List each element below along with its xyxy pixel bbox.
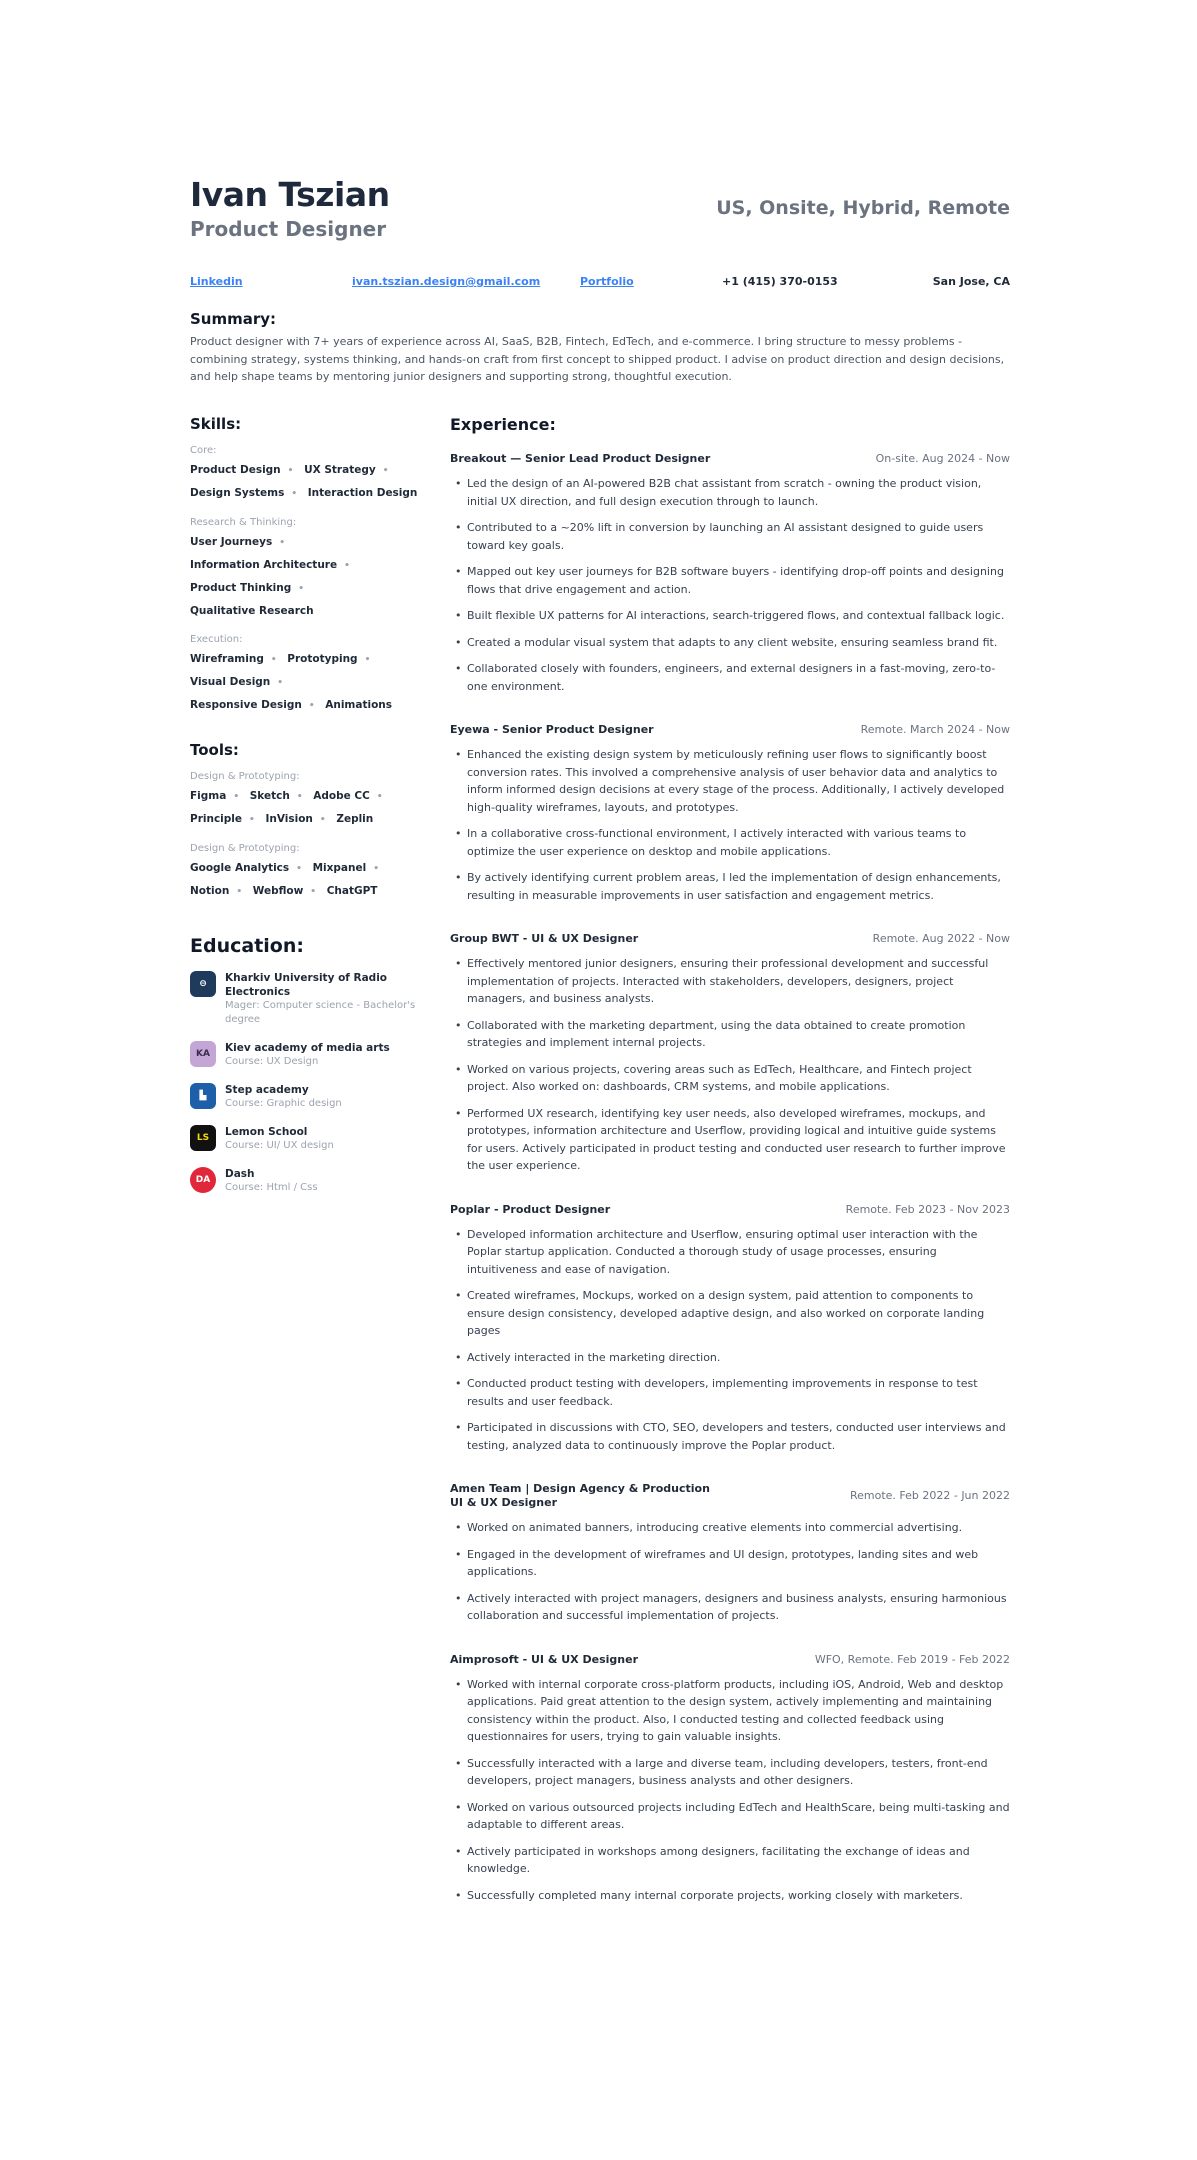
education-text [225,1083,342,1111]
tools-chip [250,785,310,808]
job-title: Eyewa - Senior Product Designer [450,723,654,736]
tools-chip-label: Sketch [249,790,290,802]
tools-groups [190,771,425,903]
skills-chip [325,694,392,716]
dot-separator-icon: • [296,864,302,874]
education-item [190,1083,425,1111]
job-bullet: • Participated in discussions with CTO, SEO, developers and testers, conducted user interviews and testing, analyzed data to continuously improve the Poplar product. [450,1419,1010,1454]
job-entry [450,452,1010,695]
phone-number: +1 (415) 370-0153 [722,275,838,288]
dot-separator-icon: • [236,887,243,897]
summary-text: Product designer with 7+ years of experience across AI, SaaS, B2B, Fintech, EdTech, and e-commerce. I bring structure to messy problems - combining strategy, systems thinking, and hands-on craft from first concept to shipped product. I advise on product direction and design decisions, and help shape teams by mentoring junior designers and supporting strong, thoughtful execution. [190,335,1005,383]
job-title-wrap [450,1482,710,1510]
skills-chips [190,459,425,505]
work-location: US, Onsite, Hybrid, Remote [716,197,1010,219]
email-link[interactable]: ivan.tszian.design@gmail.com [352,275,541,288]
skills-chips [190,648,425,717]
job-header [450,1482,1010,1510]
job-title-wrap [450,1653,638,1667]
dot-separator-icon: • [287,466,294,476]
tools-chips [190,857,425,903]
school-logo-icon: DA [190,1167,216,1193]
city: San Jose, CA [932,275,1010,288]
job-bullet: • Led the design of an AI-powered B2B chat assistant from scratch - owning the product vision, initial UX direction, and full design execution through to launch. [450,475,1010,510]
job-title-wrap [450,723,654,737]
job-bullet: • Collaborated with the marketing department, using the data obtained to create promotion strategies and implement internal projects. [450,1017,1010,1052]
job-meta: WFO, Remote. Feb 2019 - Feb 2022 [814,1652,1010,1666]
job-bullet: • Actively participated in workshops among designers, facilitating the exchange of ideas and knowledge. [450,1843,1010,1878]
dot-separator-icon: • [249,815,255,825]
skills-chip [190,459,300,482]
skills-chip [190,671,290,694]
skills-group-label: Core: [190,445,217,456]
job-header [450,452,1010,466]
job-meta: On-site. Aug 2024 - Now [875,452,1010,465]
dot-separator-icon: • [270,655,277,665]
skills-chips [190,531,425,622]
job-entry [450,1203,1010,1455]
dot-separator-icon: • [277,678,284,688]
job-bullet: • Conducted product testing with developers, implementing improvements in response to test results and user feedback. [450,1375,1010,1410]
school-course: Course: UX Design [225,1056,319,1067]
job-bullet: • In a collaborative cross-functional environment, I actively interacted with various teams to optimize the user experience on desktop and mobile applications. [450,825,1010,860]
skills-chip [308,482,418,504]
education-item [190,1167,425,1195]
skills-chip [190,648,284,671]
education-text [225,971,425,1027]
tools-chip [327,880,378,902]
job-title: Aimprosoft - UI & UX Designer [450,1652,638,1666]
job-bullet: • Worked with internal corporate cross-platform products, including iOS, Android, Web and desktop applications. Paid great attention to the design system, actively implementing and maintaining consistency within the product. Also, I conducted testing and collected feedback using questionnaires for users, trying to gain valuable insights. [450,1676,1010,1746]
job-bullet: • Created wireframes, Mockups, worked on a design system, paid attention to components to ensure design consistency, developed adaptive design, and also worked on corporate landing pages [450,1287,1010,1340]
school-course: Course: Html / Css [225,1182,318,1193]
job-header [450,1653,1010,1667]
dot-separator-icon: • [376,792,383,802]
skills-chip-label: Information Architecture [190,559,338,571]
skills-group-label: Execution: [190,634,243,645]
job-subtitle: UI & UX Designer [450,1496,558,1509]
school-course: Mager: Computer science - Bachelor's degree [225,1000,416,1025]
school-logo-icon: KA [190,1041,216,1067]
resume-header [190,175,1010,245]
skills-chip-label: Prototyping [287,653,358,665]
job-entry [450,932,1010,1175]
job-bullet: • Contributed to a ~20% lift in conversion by launching an AI assistant designed to guide users toward key goals. [450,519,1010,554]
tools-chip-label: Adobe CC [313,790,370,802]
tools-chip-label: Notion [190,885,230,897]
skills-groups [190,445,425,717]
school-course: Course: UI/ UX design [225,1140,334,1151]
job-bullet: • Worked on various projects, covering areas such as EdTech, Healthcare, and Fintech project project. Also worked on: dashboards, CRM systems, and mobile applications. [450,1061,1010,1096]
tools-chip-label: Principle [190,813,243,825]
education-item [190,971,425,1027]
tools-chip-label: Figma [190,790,227,802]
jobs-list [450,452,1010,1904]
job-bullet: • Engaged in the development of wireframes and UI design, prototypes, landing sites and web applications. [450,1546,1010,1581]
education-list [190,971,425,1195]
dot-separator-icon: • [344,561,350,571]
skills-chip-label: Interaction Design [307,487,418,499]
tools-group-label: Design & Prototyping: [190,771,300,782]
job-meta: Remote. March 2024 - Now [860,723,1010,736]
skills-group [190,445,425,505]
job-header [450,932,1010,946]
job-header [450,723,1010,737]
dot-separator-icon: • [291,489,298,499]
skills-chip [190,600,314,622]
dot-separator-icon: • [382,466,389,476]
skills-title: Skills: [190,415,242,433]
tools-chip [190,808,262,831]
skills-chip-label: UX Strategy [304,464,376,476]
school-course: Course: Graphic design [225,1098,342,1109]
tools-chips [190,785,425,831]
tools-chip [313,785,389,808]
education-text [225,1167,318,1195]
job-bullets [450,1226,1010,1455]
tools-chip-label: Webflow [252,885,304,897]
job-title: Amen Team | Design Agency & Production [450,1482,710,1495]
job-header [450,1203,1010,1217]
skills-chip-label: Wireframing [190,653,264,665]
candidate-name: Ivan Tszian [190,175,390,214]
tools-chip-label: ChatGPT [326,885,378,897]
job-title: Group BWT - UI & UX Designer [450,932,639,945]
linkedin-link[interactable]: Linkedin [190,275,243,288]
school-name: Dash [225,1168,255,1180]
tools-chip [313,857,386,880]
job-title-wrap [450,1203,610,1217]
summary-section [190,310,1010,386]
job-bullets [450,955,1010,1175]
job-meta: Remote. Aug 2022 - Now [872,932,1010,945]
job-bullet: • Built flexible UX patterns for AI interactions, search-triggered flows, and contextual fallback logic. [450,607,1010,625]
skills-chip [190,694,322,717]
dot-separator-icon: • [364,655,371,665]
skills-chip-label: Product Design [190,464,281,476]
dot-separator-icon: • [279,538,285,548]
skills-chip-label: Design Systems [190,487,285,499]
job-bullets [450,475,1010,695]
skills-group [190,517,425,622]
dot-separator-icon: • [296,792,303,802]
experience-title: Experience: [450,415,556,434]
job-title-wrap [450,452,710,466]
left-column [190,415,425,1195]
job-bullet: • Successfully completed many internal corporate projects, working closely with marketers. [450,1887,1010,1905]
dot-separator-icon: • [298,584,305,594]
tools-chip-label: Zeplin [336,813,374,825]
education-title: Education: [190,935,304,957]
dot-separator-icon: • [319,815,326,825]
skills-chip-label: Animations [325,699,393,711]
tools-chip-label: InVision [265,813,313,825]
job-meta: Remote. Feb 2023 - Nov 2023 [845,1202,1010,1216]
job-bullets [450,1676,1010,1905]
education-item [190,1125,425,1153]
skills-chip [287,648,377,671]
job-title-wrap [450,932,638,946]
school-name: Step academy [225,1084,309,1096]
tools-title: Tools: [190,741,239,759]
job-bullet: • Worked on animated banners, introducing creative elements into commercial advertising. [450,1519,1010,1537]
tools-chip [336,808,373,830]
skills-chip [190,482,304,505]
job-bullet: • Effectively mentored junior designers, ensuring their professional development and successful implementation of projects. Interacted with stakeholders, developers, designers, project managers, and business analysts. [450,955,1010,1008]
skills-chip-label: Qualitative Research [190,605,314,617]
job-bullets [450,1519,1010,1625]
tools-chip [190,880,249,903]
contacts-row [190,275,1010,291]
job-bullet: • By actively identifying current problem areas, I led the implementation of design enhancements, resulting in measurable improvements in user satisfaction and engagement metrics. [450,869,1010,904]
skills-chip-label: Visual Design [190,676,271,688]
tools-chip [253,880,323,903]
job-bullet: • Actively interacted in the marketing direction. [450,1349,1010,1367]
skills-chip [304,459,395,482]
dot-separator-icon: • [373,864,379,874]
job-bullet: • Developed information architecture and Userflow, ensuring optimal user interaction with the Poplar startup application. Conducted a thorough study of usage processes, ensuring intuitiveness and ease of navigation. [450,1226,1010,1279]
summary-title: Summary: [190,310,277,328]
school-name: Lemon School [225,1126,308,1138]
job-bullet: • Worked on various outsourced projects including EdTech and HealthScare, being multi-tasking and adaptable to different areas. [450,1799,1010,1834]
school-logo-icon: ▙ [190,1083,216,1109]
candidate-role: Product Designer [190,217,387,241]
job-bullet: • Actively interacted with project managers, designers and business analysts, ensuring harmonious collaboration and successful implementation of projects. [450,1590,1010,1625]
tools-chip [190,857,309,880]
job-bullet: • Successfully interacted with a large and diverse team, including developers, testers, front-end developers, project managers, business analysts and other designers. [450,1755,1010,1790]
tools-chip [265,808,332,831]
job-entry [450,1653,1010,1905]
dot-separator-icon: • [308,701,315,711]
education-item [190,1041,425,1069]
job-title: Breakout — Senior Lead Product Designer [450,452,711,465]
dot-separator-icon: • [233,792,240,802]
school-logo-icon: ⊖ [190,971,216,997]
skills-chip [190,577,311,600]
experience-column [450,415,1010,1913]
skills-chip [190,531,292,554]
job-title: Poplar - Product Designer [450,1202,611,1216]
tools-group-label: Design & Prototyping: [190,843,300,854]
job-bullet: • Collaborated closely with founders, engineers, and external designers in a fast-moving, zero-to-one environment. [450,660,1010,695]
job-meta: Remote. Feb 2022 - Jun 2022 [849,1489,1010,1502]
job-entry [450,723,1010,904]
school-name: Kiev academy of media arts [225,1042,390,1054]
skills-chip-label: Responsive Design [190,699,302,711]
skills-chip [190,554,357,577]
tools-group [190,843,425,903]
job-bullet: • Performed UX research, identifying key user needs, also developed wireframes, mockups, and prototypes, information architecture and Userflow, providing logical and intuitive guide systems for users. Actively participated in product testing and conducted user research to further improve the user experience. [450,1105,1010,1175]
skills-chip-label: Product Thinking [190,582,292,594]
skills-group [190,634,425,717]
tools-group [190,771,425,831]
skills-chip-label: User Journeys [190,536,273,548]
tools-chip [190,785,246,808]
education-text [225,1041,390,1069]
job-bullet: • Created a modular visual system that adapts to any client website, ensuring seamless brand fit. [450,634,1010,652]
school-name: Kharkiv University of Radio Electronics [225,972,388,998]
skills-group-label: Research & Thinking: [190,517,297,528]
tools-chip-label: Mixpanel [312,862,367,874]
tools-chip-label: Google Analytics [190,862,290,874]
job-entry [450,1482,1010,1625]
portfolio-link[interactable]: Portfolio [580,275,634,288]
job-bullet: • Mapped out key user journeys for B2B software buyers - identifying drop-off points and designing flows that drive engagement and action. [450,563,1010,598]
job-bullet: • Enhanced the existing design system by meticulously refining user flows to significantly boost conversion rates. This involved a comprehensive analysis of user behavior data and analytics to inform informed design decisions at every stage of the process. Additionally, I actively developed high-quality wireframes, layouts, and prototypes. [450,746,1010,816]
dot-separator-icon: • [310,887,317,897]
school-logo-icon: LS [190,1125,216,1151]
job-bullets [450,746,1010,904]
education-text [225,1125,334,1153]
